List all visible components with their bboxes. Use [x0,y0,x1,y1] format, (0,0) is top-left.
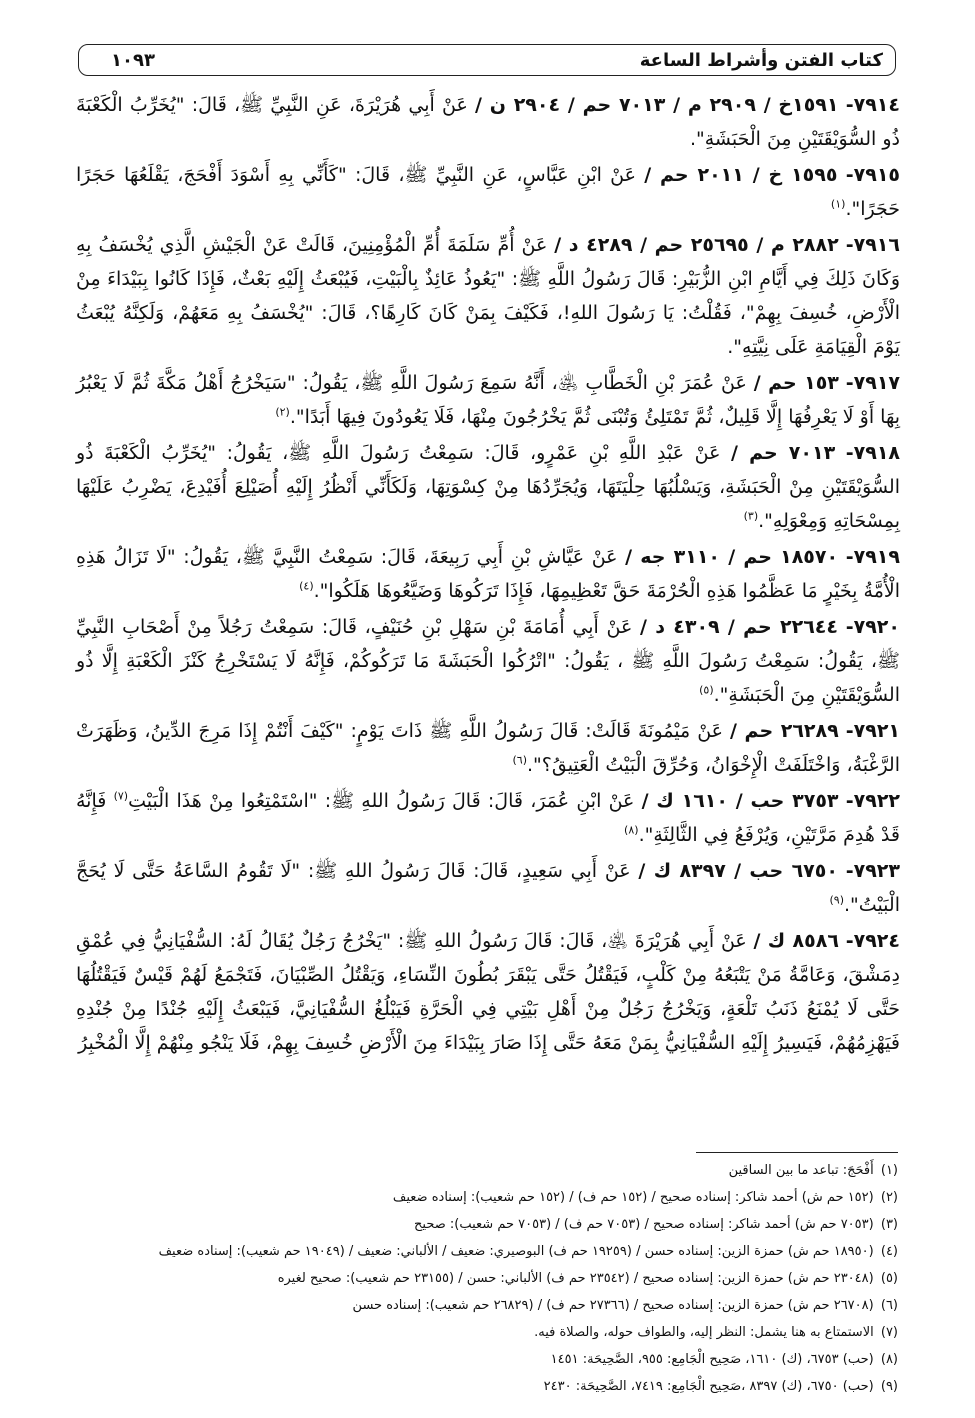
hadith-number: ٧٩٢٢- [845,790,901,812]
hadith-text: عَنْ أُمِّ سَلَمَةَ أُمِّ الْمُؤْمِنِينَ، قَالَتْ عَنْ الْجَيْشِ الَّذِي يُخْسَفُ بِهِ وَكَانَ ذَلِكَ فِي أَيَّامِ ابْنِ الزُّبَيْرِ: قَالَ رَسُولُ اللَّهِ ﷺ: "يَعُوذُ عَائِذٌ بِالْبَيْتِ، فَيُبْعَثُ إِلَيْهِ بَعْثٌ، فَإِذَا كَانُوا بِبَيْدَاءَ مِنْ الْأَرْضِ، خُسِفَ بِهِمْ"، فَقُلْتُ: يَا رَسُولَ اللهِ!، فَكَيْفَ بِمَنْ كَانَ كَارِهًا؟، قَالَ: "يُخْسَفُ بِهِ مَعَهُمْ، وَلَكِنَّهُ يُبْعَثُ يَوْمَ الْقِيَامَةِ عَلَى نِيَّتِهِ". [76,234,900,358]
hadith-refs: ٢٦٢٨٩ حم / [730,720,839,742]
hadith-text: عَنْ ابْنِ عُمَرَ، قَالَ: قَالَ رَسُولُ اللهِ ﷺ: "اسْتَمْتِعُوا مِنْ هَذَا الْبَيْتِ [128,790,635,812]
hadith-refs: ٦٧٥٠ حب / ٨٣٩٧ ك / [638,860,838,882]
hadith-number: ٧٩٢٠- [845,616,900,638]
page-header [78,44,896,76]
footnote-ref: (٥) [699,683,714,697]
hadith-text: عَنْ عُمَرَ بْنِ الْخَطَّابِ ﵁، أَنَّهُ سَمِعَ رَسُولَ اللَّهِ ﷺ، يَقُولُ: "سَيَخْرُجُ أَهْلُ مَكَّةَ ثُمَّ لَا يَعْبُرُ بِهَا أَوْ لَا يَعْرِفُهَا إِلَّا قَلِيلٌ، ثُمَّ تَمْتَلِئُ وَتُبْنَى ثُمَّ يَخْرُجُونَ مِنْهَا، فَلَا يَعُودُونَ فِيهَا أَبَدًا". [76,372,900,428]
hadith-number: ٧٩١٦- [845,234,900,256]
footnote-ref: (٦) [512,753,527,767]
footnote-marker: (٨) [880,1352,898,1367]
hadith-refs: ١٥٣ حم / [753,372,839,394]
hadith-number: ٧٩١٥- [845,164,901,186]
footnote [76,1373,898,1400]
footnote-ref: (٨) [624,823,639,837]
footnote-marker: (٧) [880,1325,898,1340]
footnote-text: (١٥٢ حم ش) أحمد شاكر: إسناده صحيح / (١٥٢ حم ف) / (١٥٢ حم شعيب): إسناده ضعيف [392,1190,874,1205]
hadith-number: ٧٩١٧- [845,372,901,394]
hadith-entry [76,88,900,156]
hadith-entry [76,228,900,364]
footnote-marker: (٩) [880,1379,898,1394]
footnote-ref: (٤) [299,579,314,593]
hadith-entry [76,158,900,226]
page-number: ١٠٩٣ [111,49,155,71]
hadith-number: ٧٩٢٤- [845,930,900,952]
hadith-text: عَنْ أَبِي أُمَامَةَ بْنِ سَهْلِ بْنِ حُنَيْفٍ، قَالَ: سَمِعْتُ رَجُلاً مِنْ أَصْحَابِ النَّبِيِّ ﷺ، يَقُولُ: سَمِعْتُ رَسُولَ اللَّهِ ﷺ ، يَقُولُ: "اتْرُكُوا الْحَبَشَةَ مَا تَرَكُوكُمْ، فَإِنَّهُ لَا يَسْتَخْرِجُ كَنْزَ الْكَعْبَةِ إِلَّا ذُو السُّوَيْقَتَيْنِ مِنَ الْحَبَشَةِ". [76,616,900,706]
footnote-separator [696,1152,898,1153]
footnote-marker: (٥) [880,1271,898,1286]
hadith-refs: ٣٧٥٣ حب / ١٦١٠ ك / [641,790,839,812]
footnote [76,1265,898,1292]
hadith-text: عَنْ عَيَّاشِ بْنِ أَبِي رَبِيعَةَ، قَالَ: سَمِعْتُ النَّبِيَّ ﷺ، يَقُولُ: "لَا تَزَالُ هَذِهِ الْأُمَّةُ بِخَيْرٍ مَا عَظَّمُوا هَذِهِ الْحُرْمَةَ حَقَّ تَعْظِيمِهَا، فَإِذَا تَرَكُوهَا وَضَيَّعُوهَا هَلَكُوا". [76,546,900,602]
footnote [76,1238,898,1265]
footnote-ref: (٢) [275,405,290,419]
footnote-ref: (٣) [743,509,759,523]
hadith-number: ٧٩١٩- [845,546,900,568]
footnote [76,1157,898,1184]
footnote [76,1184,898,1211]
footnote-marker: (٣) [880,1217,898,1232]
hadith-number: ٧٩٢٣- [845,860,900,882]
hadith-entry [76,784,900,852]
footnote [76,1319,898,1346]
footnotes [76,1152,898,1400]
footnote-ref: (٧) [113,789,129,803]
footnote-marker: (٦) [880,1298,898,1313]
hadith-entry [76,366,900,434]
footnote-text: (٢٦٧٠٨ حم ش) حمزة الزين: إسناده صحيح / (٢٧٣٦٦ حم ف) / (٢٦٨٢٩ حم شعيب): إسناده حسن [352,1298,874,1313]
hadith-number: ٧٩١٨- [845,442,901,464]
footnote-marker: (٤) [880,1244,898,1259]
hadith-refs: ١٥٩١خ / ٢٩٠٩ م / ٧٠١٣ حم / ٢٩٠٤ ن / [475,94,839,116]
hadith-entry [76,854,900,922]
hadith-refs: ١٥٩٥ خ / ٢٠١١ حم / [644,164,838,186]
footnote-text: (٧٠٥٣ حم ش) أحمد شاكر: إسناده صحيح / (٧٠٥٣ حم ف) / (٧٠٥٣ حم شعيب): صحيح [414,1217,874,1232]
hadith-refs: ٨٥٨٦ ك / [753,930,839,952]
hadith-text: عَنْ عَبْدِ اللَّهِ بْنِ عَمْرٍو، قَالَ: سَمِعْتُ رَسُولَ اللَّهِ ﷺ، يَقُولُ: "يُخَرِّبُ الْكَعْبَةَ ذُو السُّوَيْقَتَيْنِ مِنْ الْحَبَشَةِ، وَيَسْلُبُهَا حِلْيَتَهَا، وَيُجَرِّدُهَا مِنْ كِسْوَتِهَا، وَلَكَأَنِّي أَنْظُرُ إِلَيْهِ أُصَيْلِعَ أُفَيْدِعَ، يَضْرِبُ عَلَيْهَا بِمِسْحَاتِهِ وَمِعْوَلِهِ". [76,442,900,532]
hadith-text: عَنْ ابْنِ عَبَّاسٍ، عَنِ النَّبِيِّ ﷺ، قَالَ: "كَأَنِّي بِهِ أَسْوَدَ أَفْحَجَ، يَقْلَعُهَا حَجَرًا حَجَرًا". [76,164,900,220]
hadith-text: عَنْ أَبِي هُرَيْرَةَ ﵁، قَالَ: قَالَ رَسُولُ اللهِ ﷺ: "يَخْرُجُ رَجُلٌ يُقَالُ لَهُ: السُّفْيَانِيُّ فِي عُمْقِ دِمَشْقَ، وَعَامَّةُ مَنْ يَتْبَعُهُ مِنْ كَلْبٍ، فَيَقْتُلُ حَتَّى يَبْقَرَ بُطُونَ النِّسَاءِ، وَيَقْتُلُ الصِّبْيَانَ، فَتَجْمَعُ لَهُمْ قَيْسٌ فَيَقْتُلُهَا حَتَّى لَا يُمْنَعُ ذَنَبُ تَلْعَةٍ، وَيَخْرُجُ رَجُلٌ مِنْ أَهْلِ بَيْتِي فِي الْحَرَّةِ فَيَبْلُغُ السُّفْيَانِيَّ، فَيَبْعَثُ إِلَيْهِ جُنْدًا مِنْ جُنْدِهِ فَيَهْزِمُهُمْ، فَيَسِيرُ إِلَيْهِ السُّفْيَانِيُّ بِمَنْ مَعَهُ حَتَّى إِذَا صَارَ بِبَيْدَاءَ مِنَ الْأَرْضِ خُسِفَ بِهِمْ، فَلَا يَنْجُو مِنْهُمْ إِلَّا الْمُخْبِرُ [76,930,900,1054]
footnote-ref: (٩) [829,893,845,907]
footnote-marker: (٢) [880,1190,898,1205]
hadith-number: ٧٩٢١- [845,720,901,742]
hadith-list [76,88,900,1062]
footnote-text: (حب) ٦٧٥٠، (ك) ٨٣٩٧ ،صَحِيح الْجَامِع: ٧٤١٩، الصَّحِيحَة: ٢٤٣٠ [543,1379,874,1394]
footnote-marker: (١) [880,1163,898,1178]
footnote-text: أَفْحَجَ: تباعد ما بين الساقين [728,1163,874,1178]
footnote-text: (٢٣٠٤٨ حم ش) حمزة الزين: إسناده صحيح / (٢٣٥٤٢ حم ف) الألباني: حسن / (٢٣١٥٥ حم شعيب): صحيح لغيره [277,1271,874,1286]
hadith-text: عَنْ مَيْمُونَةَ قَالَتْ: قَالَ رَسُولُ اللَّهِ ﷺ ذَاتَ يَوْمٍ: "كَيْفَ أَنْتُمْ إِذَا مَرِجَ الدِّينُ، وَظَهَرَتْ الرَّغْبَةُ، وَاخْتَلَفَتْ الْإِخْوَانُ، وَحُرِّقَ الْبَيْتُ الْعَتِيقُ؟". [76,720,900,776]
hadith-entry [76,610,900,712]
hadith-refs: ٢٨٨٢ م / ٢٥٦٩٥ حم / ٤٢٨٩ د / [554,234,839,256]
hadith-entry [76,924,900,1060]
hadith-text: عَنْ أَبِي هُرَيْرَةَ، عَنِ النَّبِيِّ ﷺ، قَالَ: "يُخَرِّبُ الْكَعْبَةَ ذُو السُّوَيْقَتَيْنِ مِنَ الْحَبَشَةِ". [76,94,900,150]
footnote-text: (حب) ٦٧٥٣، (ك) ١٦١٠، صَحِيح الْجَامِع: ٩٥٥، الصَّحِيحَة: ١٤٥١ [550,1352,874,1367]
hadith-entry [76,436,900,538]
footnote [76,1211,898,1238]
hadith-refs: ٧٠١٣ حم / [731,442,836,464]
hadith-number: ٧٩١٤- [845,94,900,116]
footnote-text: الاستمتاع به هنا يشمل: النظر إليه، والطواف حوله، والصلاة فيه. [534,1325,874,1340]
hadith-refs: ٢٢٦٤٤ حم / ٤٣٠٩ د / [640,616,838,638]
footnote-text: (١٨٩٥٠ حم ش) حمزة الزين: إسناده حسن / (١٩٢٥٩ حم ف) البوصيري: ضعيف / الألباني: ضعيف / (١٩٠٤٩ حم شعيب): إسناده ضعيف [158,1244,874,1259]
footnote [76,1292,898,1319]
footnote [76,1346,898,1373]
hadith-entry [76,714,900,782]
hadith-refs: ١٨٥٧٠ حم / ٣١١٠ جه / [625,546,839,568]
hadith-entry [76,540,900,608]
book-title: كتاب الفتن وأشراط الساعة [639,49,883,71]
hadith-text: عَنْ أَبِي سَعِيدٍ، قَالَ: قَالَ رَسُولُ اللهِ ﷺ: "لَا تَقُومُ السَّاعَةُ حَتَّى لَا يُحَجَّ الْبَيْتُ". [76,860,900,916]
footnote-ref: (١) [830,197,846,211]
hadith-text-continued: فَإِنَّهُ قَدْ هُدِمَ مَرَّتَيْنِ، وَيُرْفَعُ فِي الثَّالِثَةِ". [76,790,900,846]
